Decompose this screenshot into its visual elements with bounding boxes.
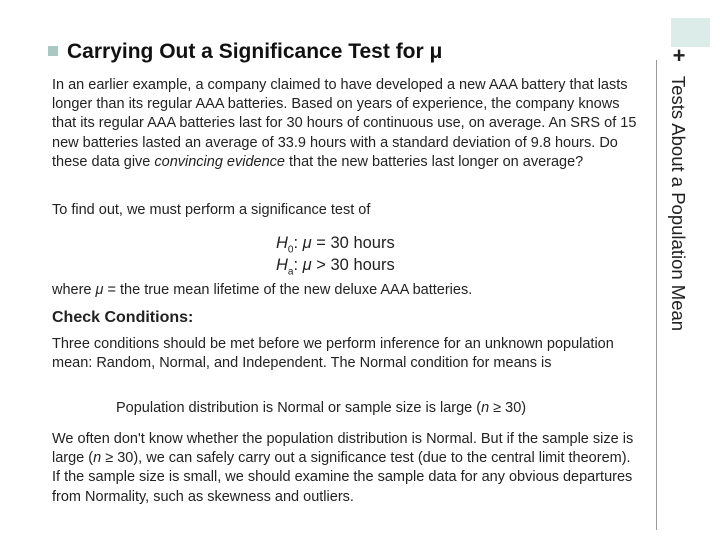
normality-part-2: ≥ 30), we can safely carry out a significance test (due to the central limit theorem). If the sample size is small, we should examine the sample data for any obvious departures from Normality, such as skewness and outliers.: [52, 450, 633, 505]
normality-part-1: We often don't know whether the population distribution is Normal. But if the sample size is large (: [52, 431, 634, 467]
null-hypothesis: $H_0$: μ = 30 hours: [276, 234, 395, 256]
intro-text-after: that the new batteries last longer on average?: [284, 153, 584, 170]
null-h-symbol: H: [276, 234, 288, 252]
hypotheses: [276, 232, 395, 276]
conditions-paragraph: Three conditions should be met before we perform inference for an unknown population mean: Random, Normal, and Independent. The Normal condition for means is: [52, 336, 614, 372]
population-condition-n: n: [481, 400, 490, 416]
population-condition: [116, 399, 526, 418]
bullet-square-icon: [48, 46, 58, 56]
normality-n: n: [93, 450, 102, 467]
alt-mu-symbol: μ: [302, 256, 312, 274]
normality-paragraph: [52, 430, 642, 507]
alt-h-value: > 30 hours: [311, 256, 395, 274]
where-prefix: where: [52, 282, 96, 298]
check-conditions-heading: Check Conditions:: [52, 309, 194, 326]
where-mu-symbol: μ: [95, 282, 104, 298]
where-definition: [52, 281, 642, 300]
sidebar-section-title: Tests About a Population Mean: [668, 76, 689, 332]
alt-h-symbol: H: [276, 256, 288, 274]
null-h-value: = 30 hours: [311, 234, 395, 252]
alt-hypothesis: $H_a$: μ > 30 hours: [276, 256, 395, 278]
find-out-text: To find out, we must perform a significance test of: [52, 202, 371, 218]
alt-h-subscript: a: [287, 266, 294, 278]
population-condition-before: Population distribution is Normal or sample size is large (: [116, 400, 482, 416]
slide-title-text: Carrying Out a Significance Test for μ: [67, 40, 443, 63]
vertical-divider: [656, 60, 657, 530]
plus-icon: +: [672, 43, 686, 68]
intro-text-before: In an earlier example, a company claimed to have developed a new AAA battery that lasts longer than its regular AAA batteries. Based on years of experience, the company knows that its regular AAA batteries last for 30 hours of continuous use, on average. An SRS of 15 new batteries lasted an average of 33.9 hours with a standard deviation of 9.8 hours. Do these data give: [52, 77, 637, 170]
slide-title: [48, 40, 442, 64]
where-text: = the true mean lifetime of the new deluxe AAA batteries.: [103, 282, 473, 298]
population-condition-after: ≥ 30): [489, 400, 527, 416]
null-mu-symbol: μ: [302, 234, 312, 252]
intro-emphasis: convincing evidence: [154, 153, 285, 170]
null-h-subscript: 0: [287, 244, 294, 256]
intro-paragraph: [52, 76, 642, 172]
